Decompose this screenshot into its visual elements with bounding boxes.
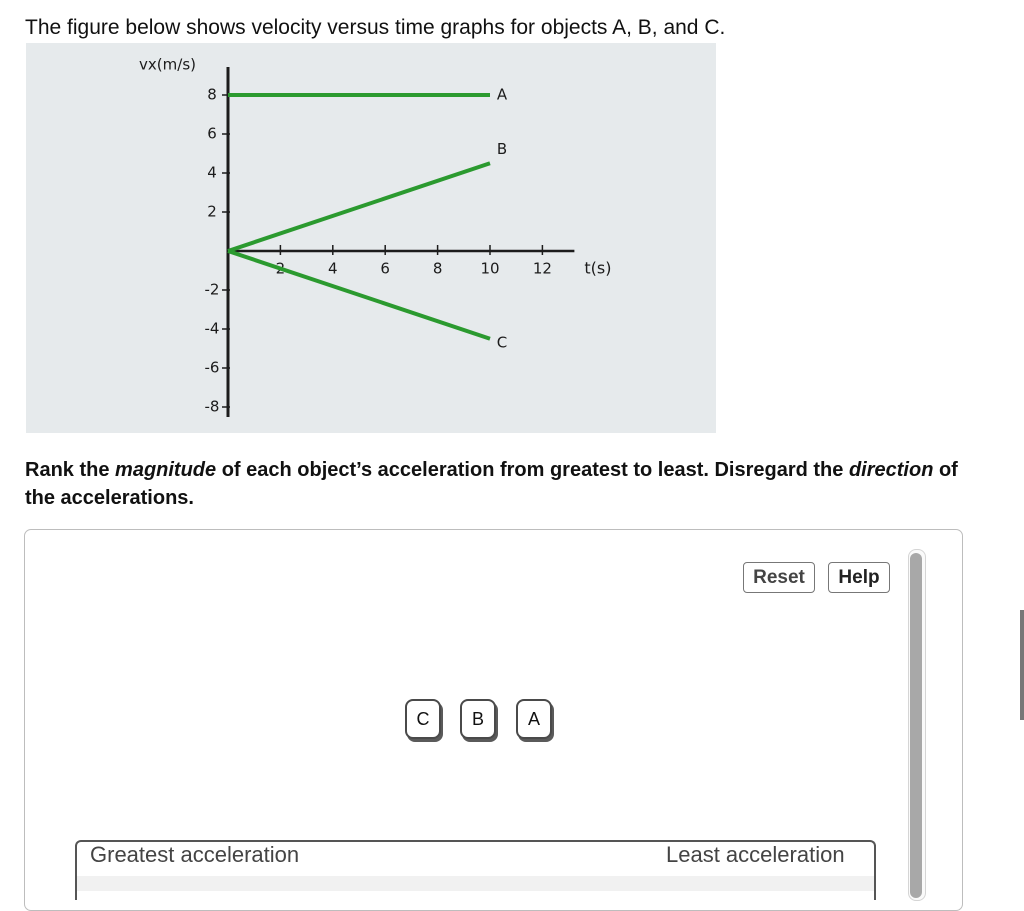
y-tick-label-4: -2 (204, 280, 220, 299)
x-tick-label-4: 10 (480, 259, 500, 278)
y-tick-label-0: 8 (207, 85, 217, 104)
help-button[interactable]: Help (828, 562, 890, 593)
ranking-drop-zone-strip (77, 876, 874, 891)
question-emphasis-magnitude: magnitude (115, 459, 217, 481)
series-label-c: C (496, 333, 508, 352)
y-tick-label-5: -4 (204, 319, 220, 338)
y-tick-label-7: -8 (204, 397, 220, 416)
question-emphasis-direction: direction (848, 459, 934, 481)
x-axis-label: t(s) (584, 258, 612, 278)
y-tick-label-1: 6 (207, 124, 217, 143)
velocity-time-chart (26, 43, 716, 433)
series-line-b (228, 163, 490, 251)
y-axis-label: vx(m/s) (139, 55, 196, 74)
tile-c[interactable]: C (405, 699, 441, 739)
x-tick-label-1: 4 (328, 259, 338, 278)
series-label-a: A (496, 85, 508, 104)
x-tick-label-0: 2 (275, 259, 286, 278)
y-tick-label-2: 4 (207, 163, 217, 182)
question-text (25, 456, 985, 512)
reset-button[interactable]: Reset (743, 562, 815, 593)
intro-text: The figure below shows velocity versus time graphs for objects A, B, and C. (25, 16, 726, 39)
question-part-3: of the accelerations. (25, 459, 958, 509)
velocity-time-figure (26, 43, 716, 433)
y-tick-label-6: -6 (204, 358, 220, 377)
y-tick-label-3: 2 (207, 202, 217, 221)
x-tick-label-5: 12 (532, 259, 552, 278)
tile-a[interactable]: A (516, 699, 552, 739)
series-label-b: B (496, 139, 508, 158)
window-edge-indicator (1020, 610, 1024, 720)
question-part-2: of each object’s acceleration from greatest to least. Disregard the (216, 459, 849, 481)
series-line-c (228, 251, 490, 339)
panel-scrollbar-thumb[interactable] (910, 553, 922, 898)
question-part-1: Rank the (25, 459, 116, 481)
least-acceleration-label: Least acceleration (666, 842, 845, 867)
tile-b[interactable]: B (460, 699, 496, 739)
greatest-acceleration-label: Greatest acceleration (90, 842, 300, 867)
x-tick-label-2: 6 (380, 259, 390, 278)
x-tick-label-3: 8 (432, 259, 443, 278)
